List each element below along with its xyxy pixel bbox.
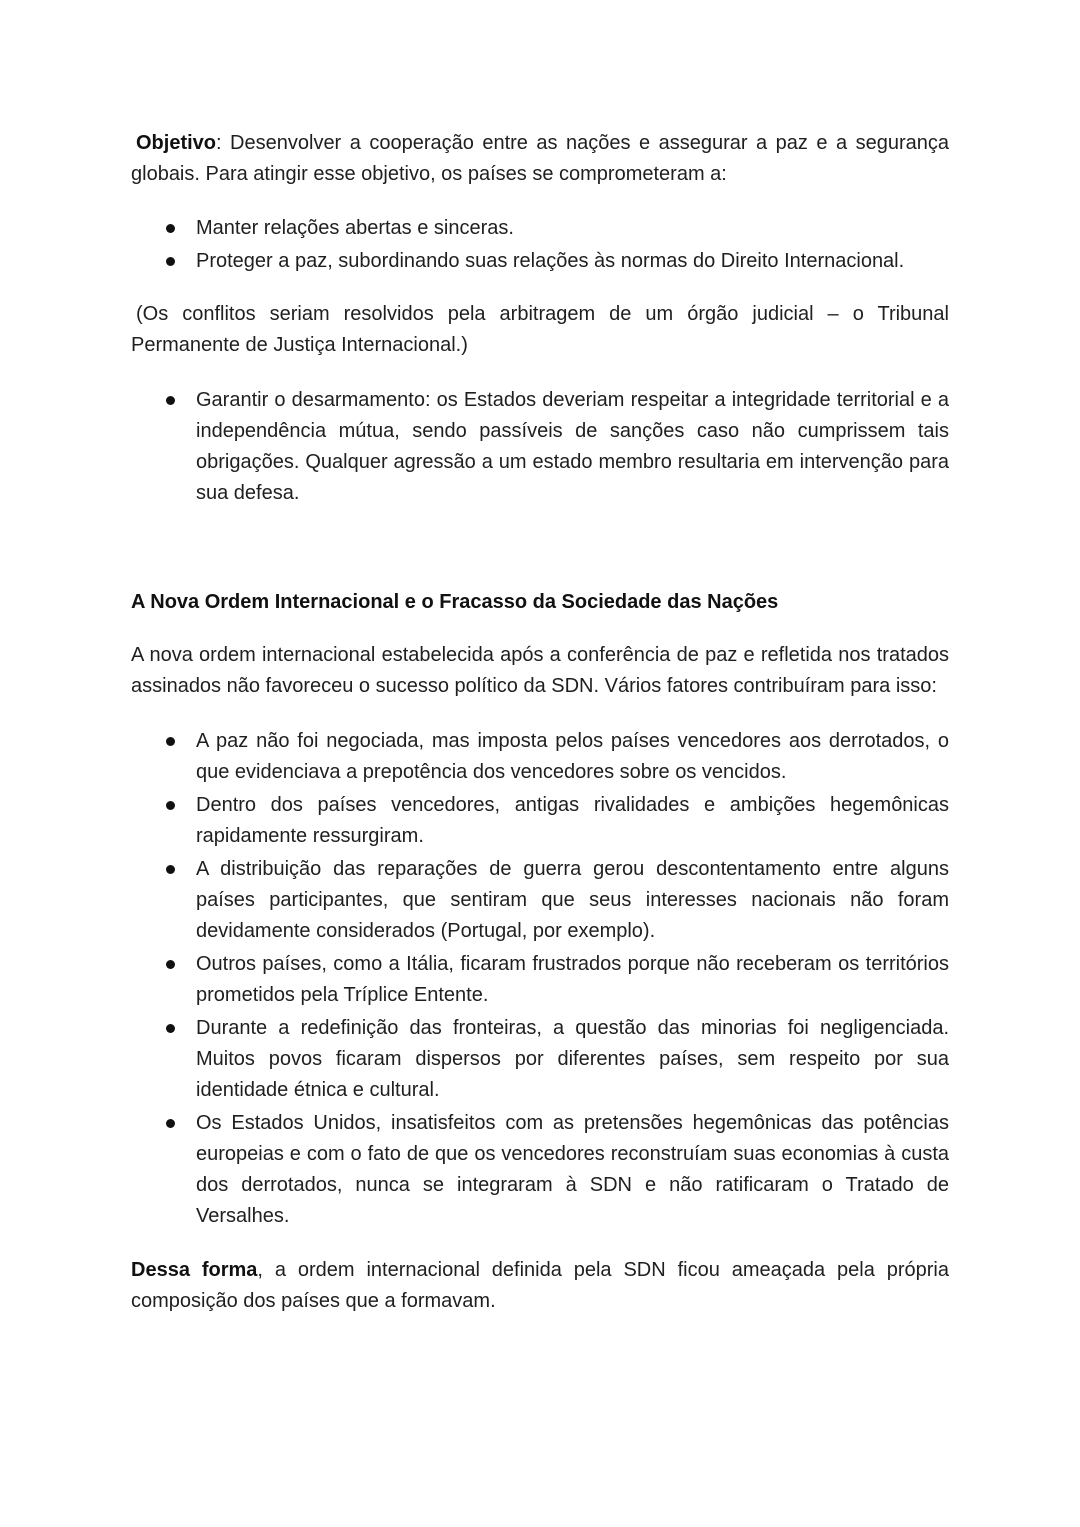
list-item (131, 385, 949, 509)
bullet-icon (166, 224, 175, 233)
list-item (131, 213, 949, 244)
conclusion-label: Dessa forma (131, 1259, 258, 1281)
bullet-icon (166, 865, 175, 874)
list-item (131, 1108, 949, 1232)
objective-paragraph (131, 128, 949, 190)
list-item (131, 1013, 949, 1106)
list-item (131, 790, 949, 852)
bullet-icon (166, 257, 175, 266)
intro-paragraph: A nova ordem internacional estabelecida após a conferência de paz e refletida nos tratados assinados não favoreceu o sucesso político da SDN. Vários fatores contribuíram para isso: (131, 644, 949, 697)
list-item-text: A distribuição das reparações de guerra gerou descontentamento entre alguns países participantes, que sentiram que seus interesses nacionais não foram devidamente considerados (Portugal, por exemplo). (196, 858, 949, 942)
list-item (131, 854, 949, 947)
bullet-icon (166, 1119, 175, 1128)
list-item-text: Durante a redefinição das fronteiras, a questão das minorias foi negligenciada. Muitos povos ficaram dispersos por diferentes países, sem respeito por sua identidade étnica e cultural. (196, 1017, 949, 1101)
bullet-icon (166, 1024, 175, 1033)
section-heading: A Nova Ordem Internacional e o Fracasso da Sociedade das Nações (131, 591, 779, 613)
bullet-icon (166, 737, 175, 746)
document-page (131, 128, 949, 1317)
commitments-list (131, 213, 949, 277)
bullet-icon (166, 801, 175, 810)
conclusion-paragraph (131, 1255, 949, 1317)
list-item-text: Outros países, como a Itália, ficaram frustrados porque não receberam os territórios prometidos pela Tríplice Entente. (196, 953, 949, 1006)
conclusion-text: , a ordem internacional definida pela SDN ficou ameaçada pela própria composição dos países que a formavam. (131, 1259, 949, 1312)
list-item-text: Proteger a paz, subordinando suas relações às normas do Direito Internacional. (196, 250, 905, 272)
list-item-text: Dentro dos países vencedores, antigas rivalidades e ambições hegemônicas rapidamente ressurgiram. (196, 794, 949, 847)
list-item-text: Manter relações abertas e sinceras. (196, 217, 514, 239)
objective-label: Objetivo (136, 132, 217, 154)
factors-list (131, 726, 949, 1232)
bullet-icon (166, 960, 175, 969)
list-item (131, 726, 949, 788)
list-item (131, 949, 949, 1011)
list-item-text: Os Estados Unidos, insatisfeitos com as pretensões hegemônicas das potências europeias e com o fato de que os vencedores reconstruíam suas economias à custa dos derrotados, nunca se integraram à SDN e não ratificaram o Tratado de Versalhes. (196, 1112, 949, 1227)
list-item-text: A paz não foi negociada, mas imposta pelos países vencedores aos derrotados, o que evidenciava a prepotência dos vencedores sobre os vencidos. (196, 730, 949, 783)
bullet-icon (166, 396, 175, 405)
list-item (131, 246, 949, 277)
list-item-text: Garantir o desarmamento: os Estados deveriam respeitar a integridade territorial e a independência mútua, sendo passíveis de sanções caso não cumprissem tais obrigações. Qualquer agressão a um estado membro resultaria em intervenção para sua defesa. (196, 389, 949, 504)
tribunal-note: (Os conflitos seriam resolvidos pela arbitragem de um órgão judicial – o Tribunal Permanente de Justiça Internacional.) (131, 303, 949, 356)
objective-text: : Desenvolver a cooperação entre as nações e assegurar a paz e a segurança globais. Para atingir esse objetivo, os países se comprometeram a: (131, 132, 949, 185)
disarmament-list (131, 385, 949, 509)
